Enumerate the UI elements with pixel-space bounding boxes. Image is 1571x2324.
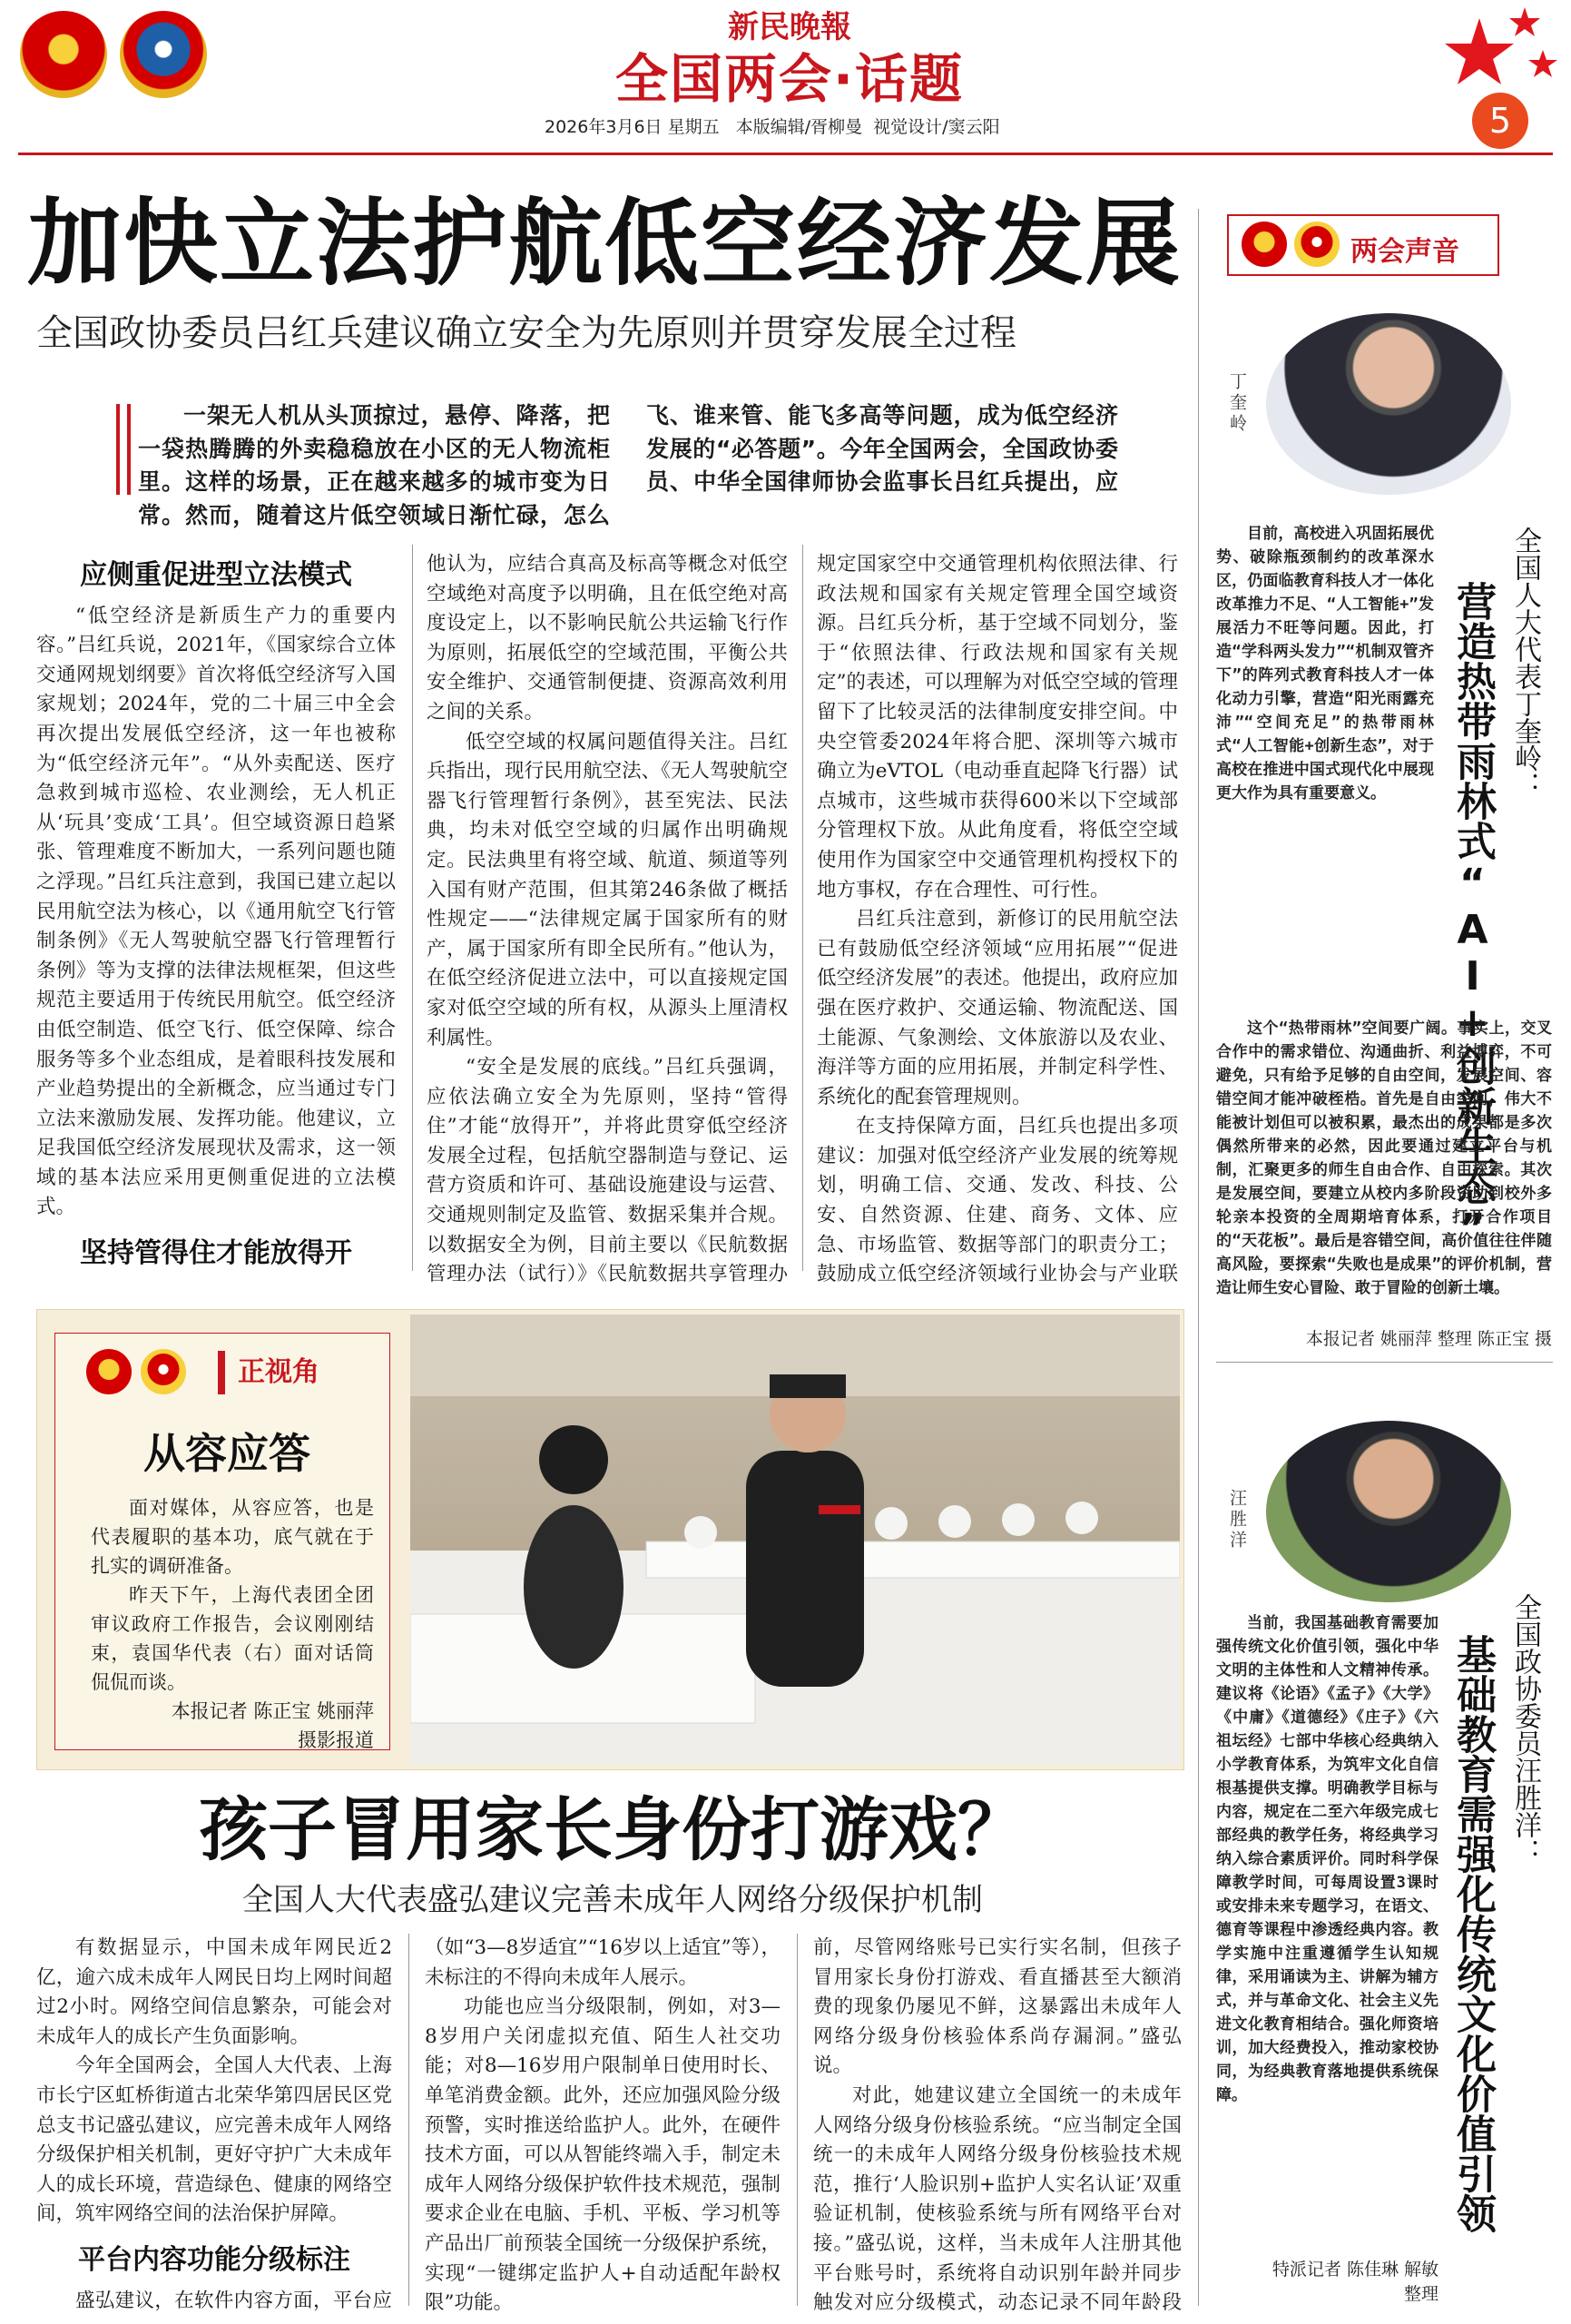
lead-paragraph: “低空经济是新质生产力的重要内容。”吕红兵说，2021年，《国家综合立体交通网规划纲要》首次将低空经济写入国家规划；2024年，党的二十届三中全会再次提出发展低空经济，这一年也被称为“低空经济元年”。“从外卖配送、医疗急救到城市巡检、农业测绘，无人机正从‘玩具’变成‘工具’。但空域资源日趋紧张、管理难度不断加大，一系列问题也随之浮现。”吕红兵注意到，我国已建立起以民用航空法为核心，以《通用航空飞行管制条例》《无人驾驶航空器飞行管理暂行条例》等为支撑的法律法规框架，但这些规范主要适用于传统民用航空。低空经济由低空制造、低空飞行、低空保障、综合服务等多个业态组成，是着眼科技发展和产业趋势提出的全新概念，应当通过专门立法来激励发展、发挥功能。他建议，立足我国低空经济发展现状及需求，这一领域的基本法应采用更侧重促进的立法模式。: [36, 604, 396, 1219]
photo-box-credit: 摄影报道: [298, 1729, 374, 1751]
profile-2-headline: 基础教育需强化传统文化价值引领: [1449, 1634, 1496, 2233]
news-photo: [410, 1315, 1180, 1765]
photo-box-title: 从容应答: [143, 1429, 310, 1478]
profile-2-text: [1216, 1611, 1438, 2247]
lead-paragraph: 低空空域的权属问题值得关注。吕红兵指出，现行民用航空法、《无人驾驶航空器飞行管理暂行条例》，甚至宪法、民法典，均未对低空空域的归属作出明确规定。民法典里有将空域、航道、频道等列入国有财产范围，但其第246条做了概括性规定——“法律规定属于国家所有的财产，属于国家所有即全民所有。”他认为，在低空经济促进立法中，可以直接规定国家对低空空域的所有权，从源头上厘清权利属性。: [427, 730, 788, 1049]
lead-subhead-2: 坚持管得住才能放得开: [80, 1237, 352, 1270]
section-title: 全国两会·话题: [614, 48, 965, 110]
lead-paragraph: 在支持保障方面，吕红兵也提出多项建议：加强对低空经济产业发展的统筹规划，明确工信、交通、发改、科技、公安、自然资源、住建、商务、文体、应急、市场监管、数据等部门的职责分工；鼓励成立低空经济领域行业协会与产业联: [817, 1115, 1178, 1285]
lead-intro-mark: [116, 404, 131, 495]
column-divider: [1198, 209, 1199, 2306]
profile-paragraph: 这个“热带雨林”空间要广阔。事实上，交叉合作中的需求错位、沟通曲折、利益博弈，不可避免，只有给予足够的自由空间，发展空间、容错空间才能冲破桎梏。首先是自由空间，伟大不能被计划但可以被积累，最杰出的成果都是多次偶然所带来的必然，因此要通过建立平台与机制，汇聚更多的师生自由合作、自由探索。其次是发展空间，要建立从校内多阶段资助到校外多轮亲本投资的全周期培育体系，打开合作项目的“天花板”。最后是容错空间，高价值往往伴随高风险，要探索“失败也是成果”的评价机制，营造让师生安心冒险、敢于冒险的创新土壤。: [1216, 1019, 1552, 1297]
lead-paragraph: 他认为，应结合真高及标高等概念对低空空域绝对高度予以明确，且在低空绝对高度设定上，以不影响民航公共运输飞行作为原则，拓展低空的空域范围，平衡公共安全维护、交通管制便捷、资源高效利用之间的关系。: [427, 553, 788, 724]
lead-column-3: [817, 550, 1178, 1285]
sidebar-emblem-cppcc: [1294, 222, 1340, 267]
second-subhead-1: 平台内容功能分级标注: [78, 2243, 350, 2276]
second-column-1: [36, 1934, 392, 2315]
photo-emblem-cppcc: [141, 1349, 186, 1394]
second-subtitle: 全国人大代表盛弘建议完善未成年人网络分级保护机制: [242, 1882, 983, 1918]
photo-box-paragraph: 昨天下午，上海代表团全团审议政府工作报告，会议刚刚结束，袁国华代表（右）面对话筒侃侃而谈。: [91, 1584, 374, 1693]
lead-column-2: [427, 550, 788, 1285]
sidebar-emblem-national: [1242, 222, 1287, 267]
lead-paragraph: 吕红兵注意到，新修订的民用航空法已有鼓励低空经济领域“应用拓展”“促进低空经济发展”的表述。他提出，政府应加强在医疗救护、交通运输、物流配送、国土能源、气象测绘、文体旅游以及农业、海洋等方面的应用拓展，并制定科学性、系统化的配套管理规则。: [817, 908, 1178, 1108]
profile-paragraph: 目前，高校进入巩固拓展优势、破除瓶颈制约的改革深水区，仍面临教育科技人才一体化改革推力不足、“人工智能+”发展活力不旺等问题。因此，打造“学科两头发力”“机制双管齐下”的阵列式教育科技人才一体化动力引擎，营造“阳光雨露充沛”“空间充足”的热带雨林式“人工智能+创新生态”，对于高校在推进中国式现代化中展现更大作为具有重要意义。: [1216, 525, 1434, 803]
lead-subtitle: 全国政协委员吕红兵建议确立安全为先原则并贯穿发展全过程: [36, 312, 1016, 354]
second-paragraph: 前，尽管网络账号已实行实名制，但孩子冒用家长身份打游戏、看直播甚至大额消费的现象仍屡见不鲜，这暴露出未成年人网络分级身份核验体系尚存漏洞。”盛弘说。: [813, 1936, 1182, 2078]
lead-paragraph: “安全是发展的底线。”吕红兵强调，应依法确立安全为先原则，坚持“管得住”才能“放得开”，并将此贯穿低空经济发展全过程，包括航空器制造与登记、运营方资质和许可、基础设施建设与运营、交通规则制定及监管、数据采集并合规。以数据安全为例，目前主要以《民航数据管理办法（试行）》《民航数据共享管理办: [427, 1056, 788, 1285]
header-meta: 2026年3月6日 星期五 本版编辑/胥柳曼 视觉设计/窦云阳: [545, 117, 1000, 137]
column-divider: [408, 1934, 409, 2306]
profile-2-photo: [1266, 1421, 1511, 1602]
masthead-paper-name: 新民晚報: [728, 9, 851, 45]
second-paragraph: 盛弘建议，在软件内容方面，平台应: [75, 2289, 392, 2312]
second-paragraph: 今年全国两会，全国人大代表、上海市长宁区虹桥街道古北荣华第四居民区党总支书记盛弘建议，应完善未成年人网络分级保护相关机制，更好守护广大未成年人的成长环境，营造绿色、健康的网络空间，筑牢网络空间的法治保护屏障。: [36, 2054, 392, 2226]
profile-2-byline: 特派记者 陈佳琳 解敏: [1272, 2260, 1438, 2280]
profile-2-kicker: 全国政协委员汪胜洋：: [1509, 1593, 1541, 1866]
column-divider: [802, 545, 803, 1271]
second-title: 孩子冒用家长身份打游戏？: [199, 1789, 1026, 1870]
lead-paragraph: 规定国家空中交通管理机构依照法律、行政法规和国家有关规定管理全国空域资源。吕红兵分析，基于空域不同划分，鉴于“依照法律、行政法规和国家有关规定”的表述，可以理解为对低空空域的管理留下了比较灵活的法律制度安排空间。中央空管委2024年将合肥、深圳等六城市确立为eVTOL（电动垂直起降飞行器）试点城市，这些城市获得600米以下空域部分管理权下放。从此角度看，将低空空域使用作为国家空中交通管理机构授权下的地方事权，存在合理性、可行性。: [817, 553, 1178, 901]
second-column-2: [425, 1934, 781, 2315]
photo-emblem-national: [86, 1349, 132, 1394]
second-paragraph: （如“3—8岁适宜”“16岁以上适宜”等），未标注的不得向未成年人展示。: [425, 1936, 781, 1989]
profile-1-photo: [1266, 313, 1511, 495]
profile-1-kicker: 全国人大代表丁奎岭：: [1509, 527, 1541, 799]
column-divider: [412, 545, 413, 1271]
profile-1-text-continued: [1216, 1017, 1552, 1316]
header-divider: [18, 153, 1553, 155]
profile-paragraph: 当前，我国基础教育需要加强传统文化价值引领，强化中华文明的主体性和人文精神传承。建议将《论语》《孟子》《大学》《中庸》《道德经》《庄子》《六祖坛经》七部中华核心经典纳入小学教育体系，为筑牢文化自信根基提供支撑。明确教学目标与内容，规定在二至六年级完成七部经典的教学任务，将经典学习纳入综合素质评价。同时科学保障教学时间，可每周设置3课时或安排未来专题学习，在语文、德育等课程中渗透经典内容。教学实施中注重遵循学生认知规律，采用诵读为主、讲解为辅方式，并与革命文化、社会主义先进文化教育相结合。强化师资培训，加大经费投入，推动家校协同，为经典教育落地提供系统保障。: [1216, 1614, 1438, 2104]
sidebar-tag-label: 两会声音: [1350, 236, 1459, 268]
profile-1-headline: 营造热带雨林式“AI+创新生态”: [1449, 581, 1496, 1252]
column-divider: [797, 1934, 798, 2306]
page-number: 5: [1472, 93, 1528, 149]
photo-box-text: [91, 1493, 374, 1755]
lead-subhead-1: 应侧重促进型立法模式: [80, 559, 352, 591]
header-emblem-cppcc: [120, 11, 207, 98]
sidebar-divider: [1216, 1362, 1553, 1363]
photo-box-label: 正视角: [218, 1351, 354, 1394]
second-paragraph: 有数据显示，中国未成年网民近2亿，逾六成未成年人网民日均上网时间超过2小时。网络空间信息繁杂，可能会对未成年人的成长产生负面影响。: [36, 1936, 392, 2048]
photo-box-credit: 本报记者 陈正宝 姚丽萍: [171, 1700, 374, 1722]
profile-2-name: 汪胜洋: [1227, 1489, 1247, 1551]
header-emblem-national: [20, 11, 107, 98]
profile-1-name: 丁奎岭: [1227, 372, 1247, 435]
profile-1-text: [1216, 522, 1434, 805]
second-paragraph: 对此，她建议建立全国统一的未成年人网络分级身份核验系统。“应当制定全国统一的未成年人网络分级身份核验技术规范，推行‘人脸识别+监护人实名认证’双重验证机制，使核验系统与所有网络平台对接。”盛弘说，这样，当未成年人注册其他平台账号时，系统将自动识别年龄并同步触发对应分级模式，动态记录不同年龄段: [813, 2083, 1182, 2315]
lead-title: 加快立法护航低空经济发展: [27, 188, 1183, 299]
lead-column-1: [36, 545, 396, 1280]
second-column-3: [813, 1934, 1182, 2315]
profile-1-byline: 本报记者 姚丽萍 整理 陈正宝 摄: [1305, 1329, 1552, 1349]
profile-2-byline-note: 整理: [1403, 2284, 1438, 2304]
lead-intro: 一架无人机从头顶掠过，悬停、降落，把一袋热腾腾的外卖稳稳放在小区的无人物流柜里。这样的场景，正在越来越多的城市变为日常。然而，随着这片低空领域日渐忙碌，怎么飞、谁来管、能飞多高等问题，成为低空经济发展的“必答题”。今年全国两会，全国政协委员、中华全国律师协会监事长吕红兵提出，应: [138, 402, 1118, 528]
second-paragraph: 功能也应当分级限制，例如，对3—8岁用户关闭虚拟充值、陌生人社交功能；对8—16岁用户限制单日使用时长、单笔消费金额。此外，还应加强风险分级预警，实时推送给监护人。此外，在硬件技术方面，可以从智能终端入手，制定未成年人网络分级保护软件技术规范，强制要求企业在电脑、手机、平板、学习机等产品出厂前预装全国统一分级保护系统，实现“一键绑定监护人+自动适配年龄权限”功能。: [425, 1995, 781, 2315]
photo-box-paragraph: 面对媒体，从容应答，也是代表履职的基本功，底气就在于扎实的调研准备。: [91, 1497, 374, 1577]
